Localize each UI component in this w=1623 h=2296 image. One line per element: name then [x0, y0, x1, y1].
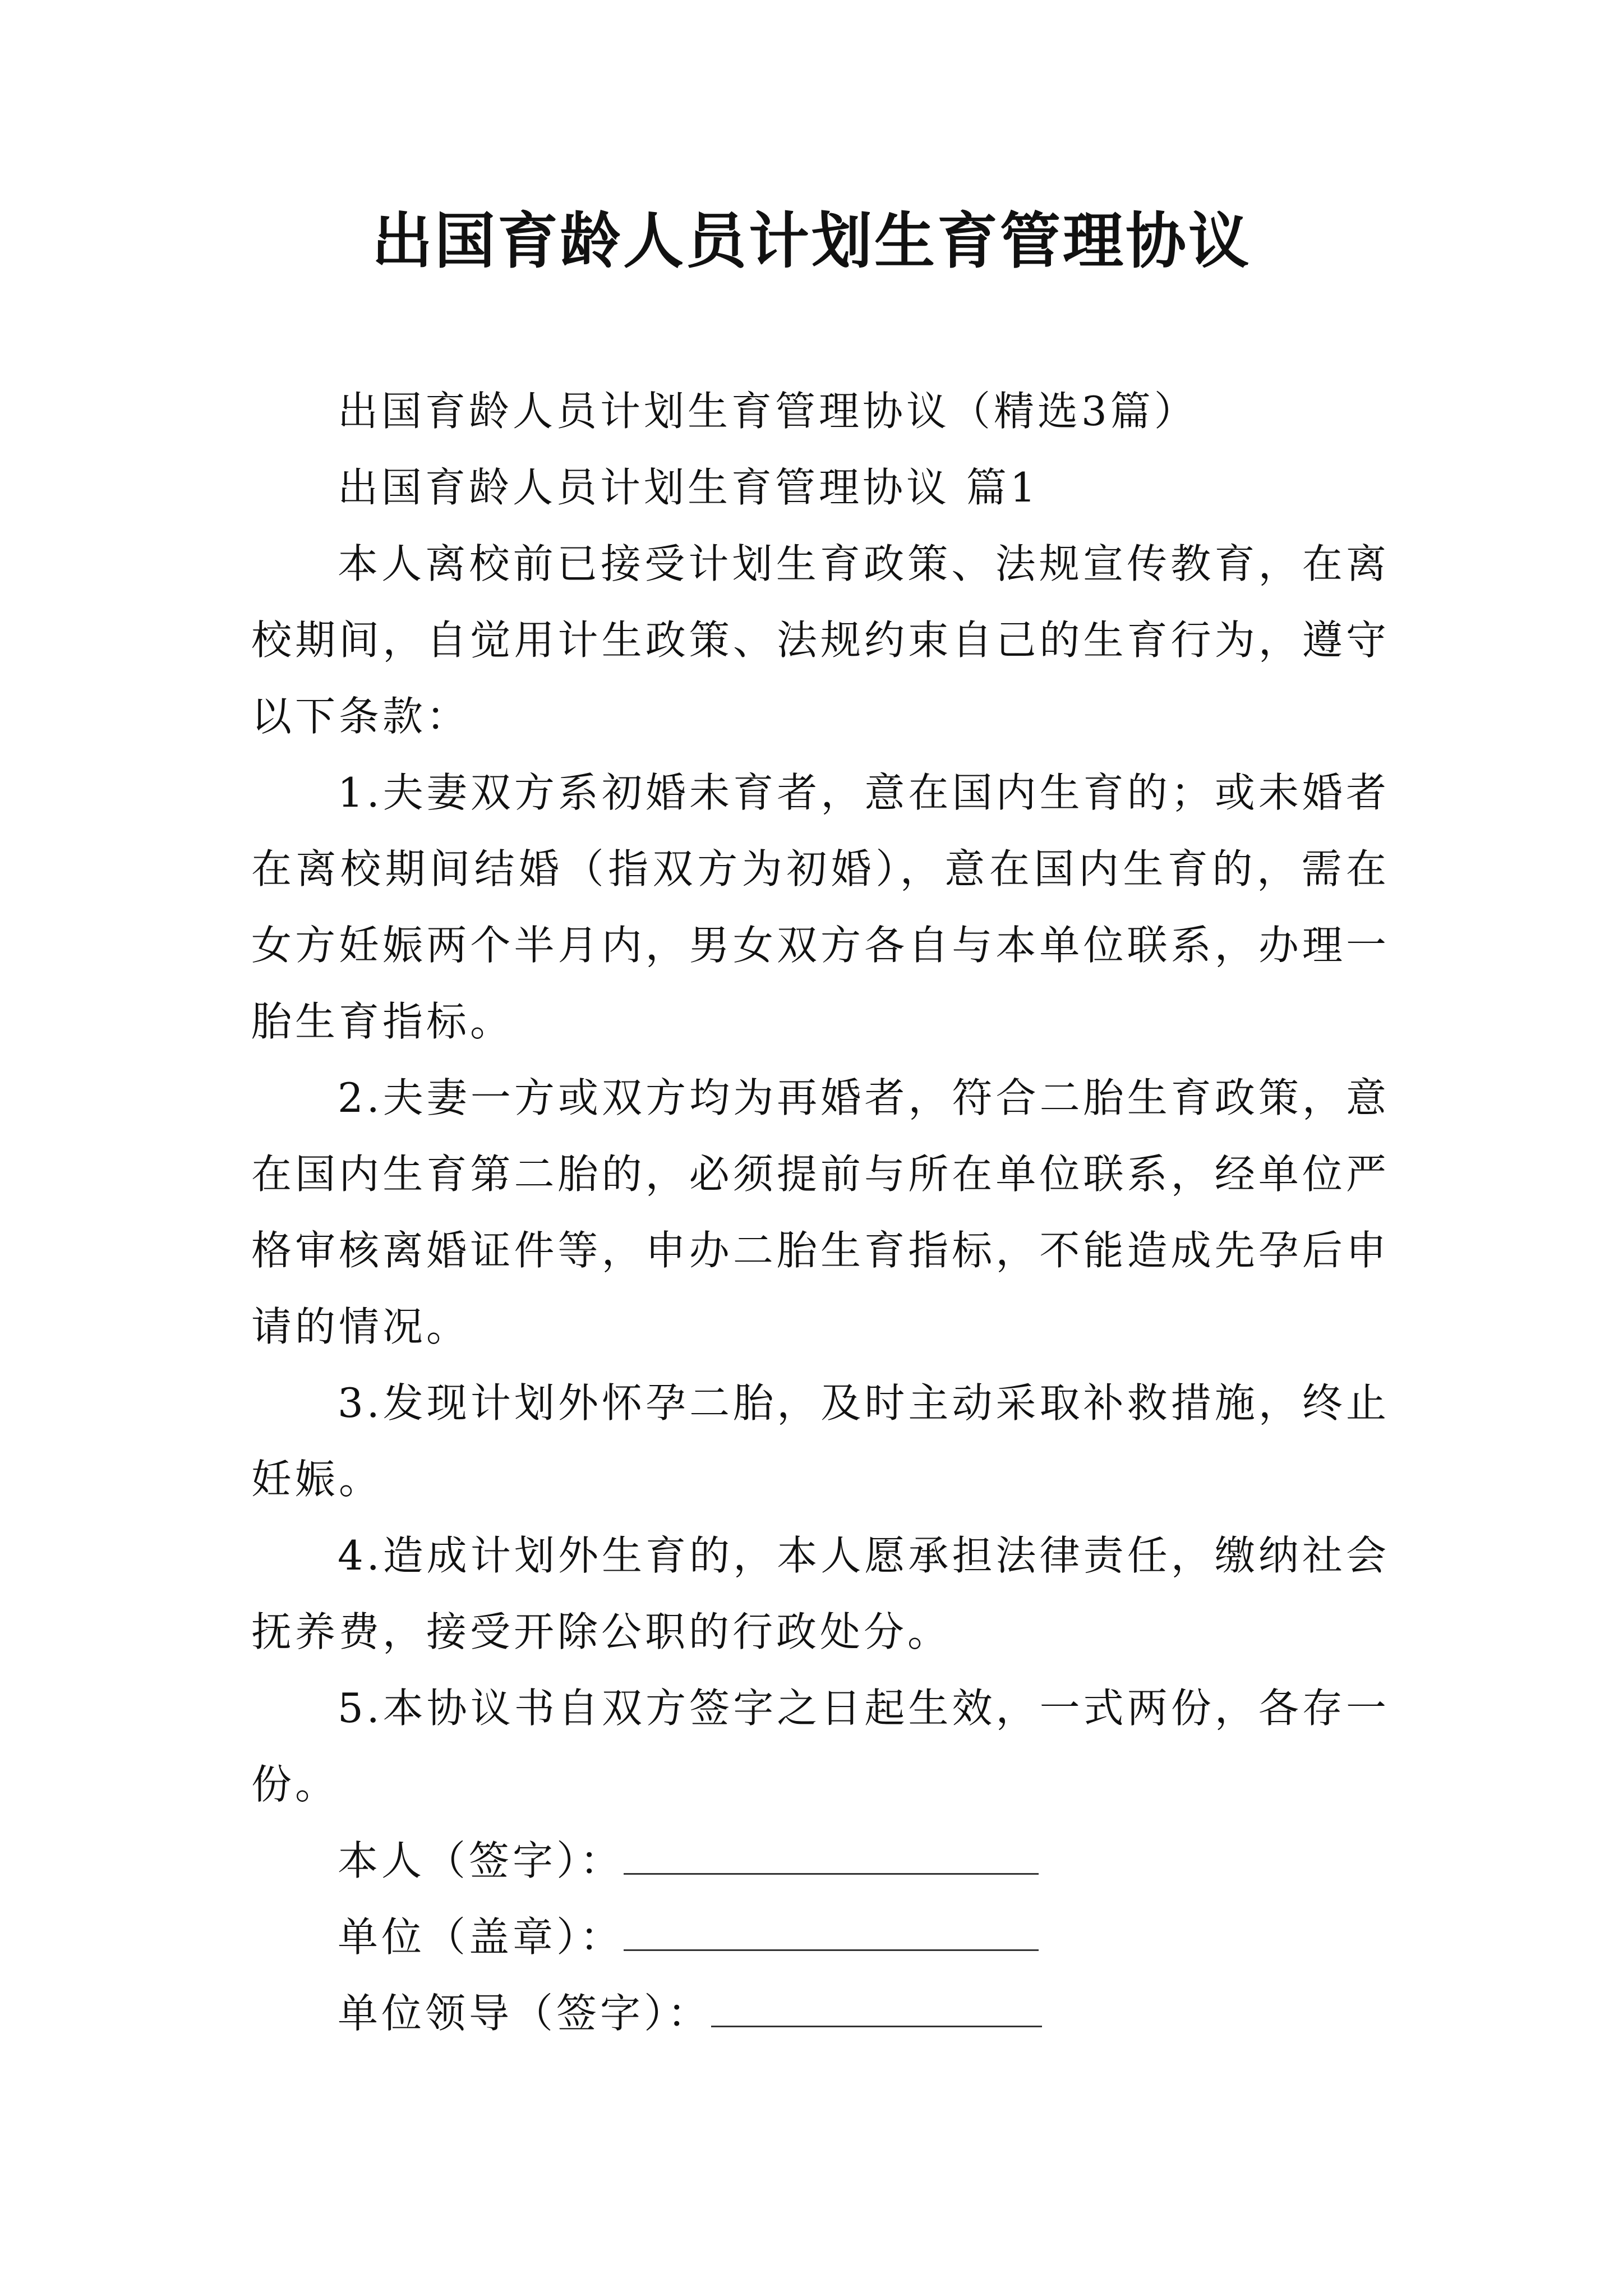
document-subtitle: 出国育龄人员计划生育管理协议（精选3篇） [338, 388, 1198, 435]
signature-leader-label: 单位领导（签字）： [338, 1990, 712, 2037]
signature-unit-line [251, 1899, 1390, 1975]
signature-unit-label: 单位（盖章）： [338, 1913, 624, 1961]
document-title: 出国育龄人员计划生育管理协议 [371, 206, 1251, 277]
clause-5: 5.本协议书自双方签字之日起生效，一式两份，各存一份。 [251, 1685, 1390, 1808]
signature-self-line [251, 1823, 1390, 1899]
clause-2: 2.夫妻一方或双方均为再婚者，符合二胎生育政策，意在国内生育第二胎的，必须提前与所在单位联系，经单位严格审核离婚证件等，申办二胎生育指标，不能造成先孕后申请的情况。 [251, 1074, 1390, 1350]
section-heading: 出国育龄人员计划生育管理协议 篇1 [338, 464, 1039, 511]
clause-1: 1.夫妻双方系初婚未育者，意在国内生育的；或未婚者在离校期间结婚（指双方为初婚），意在国内生育的，需在女方妊娠两个半月内，男女双方各自与本单位联系，办理一胎生育指标。 [251, 769, 1390, 1045]
signature-leader-line [251, 1975, 1390, 2051]
clause-3: 3.发现计划外怀孕二胎，及时主动采取补救措施，终止妊娠。 [251, 1379, 1390, 1503]
clause-4: 4.造成计划外生育的，本人愿承担法律责任，缴纳社会抚养费，接受开除公职的行政处分。 [251, 1532, 1390, 1655]
document-body [251, 373, 1390, 2051]
signature-leader-blank[interactable] [711, 2025, 1042, 2027]
intro-paragraph: 本人离校前已接受计划生育政策、法规宣传教育，在离校期间，自觉用计生政策、法规约束自己的生育行为，遵守以下条款： [251, 540, 1390, 740]
signature-self-blank[interactable] [624, 1872, 1039, 1875]
signature-unit-blank[interactable] [624, 1949, 1039, 1951]
signature-self-label: 本人（签字）： [338, 1837, 624, 1884]
